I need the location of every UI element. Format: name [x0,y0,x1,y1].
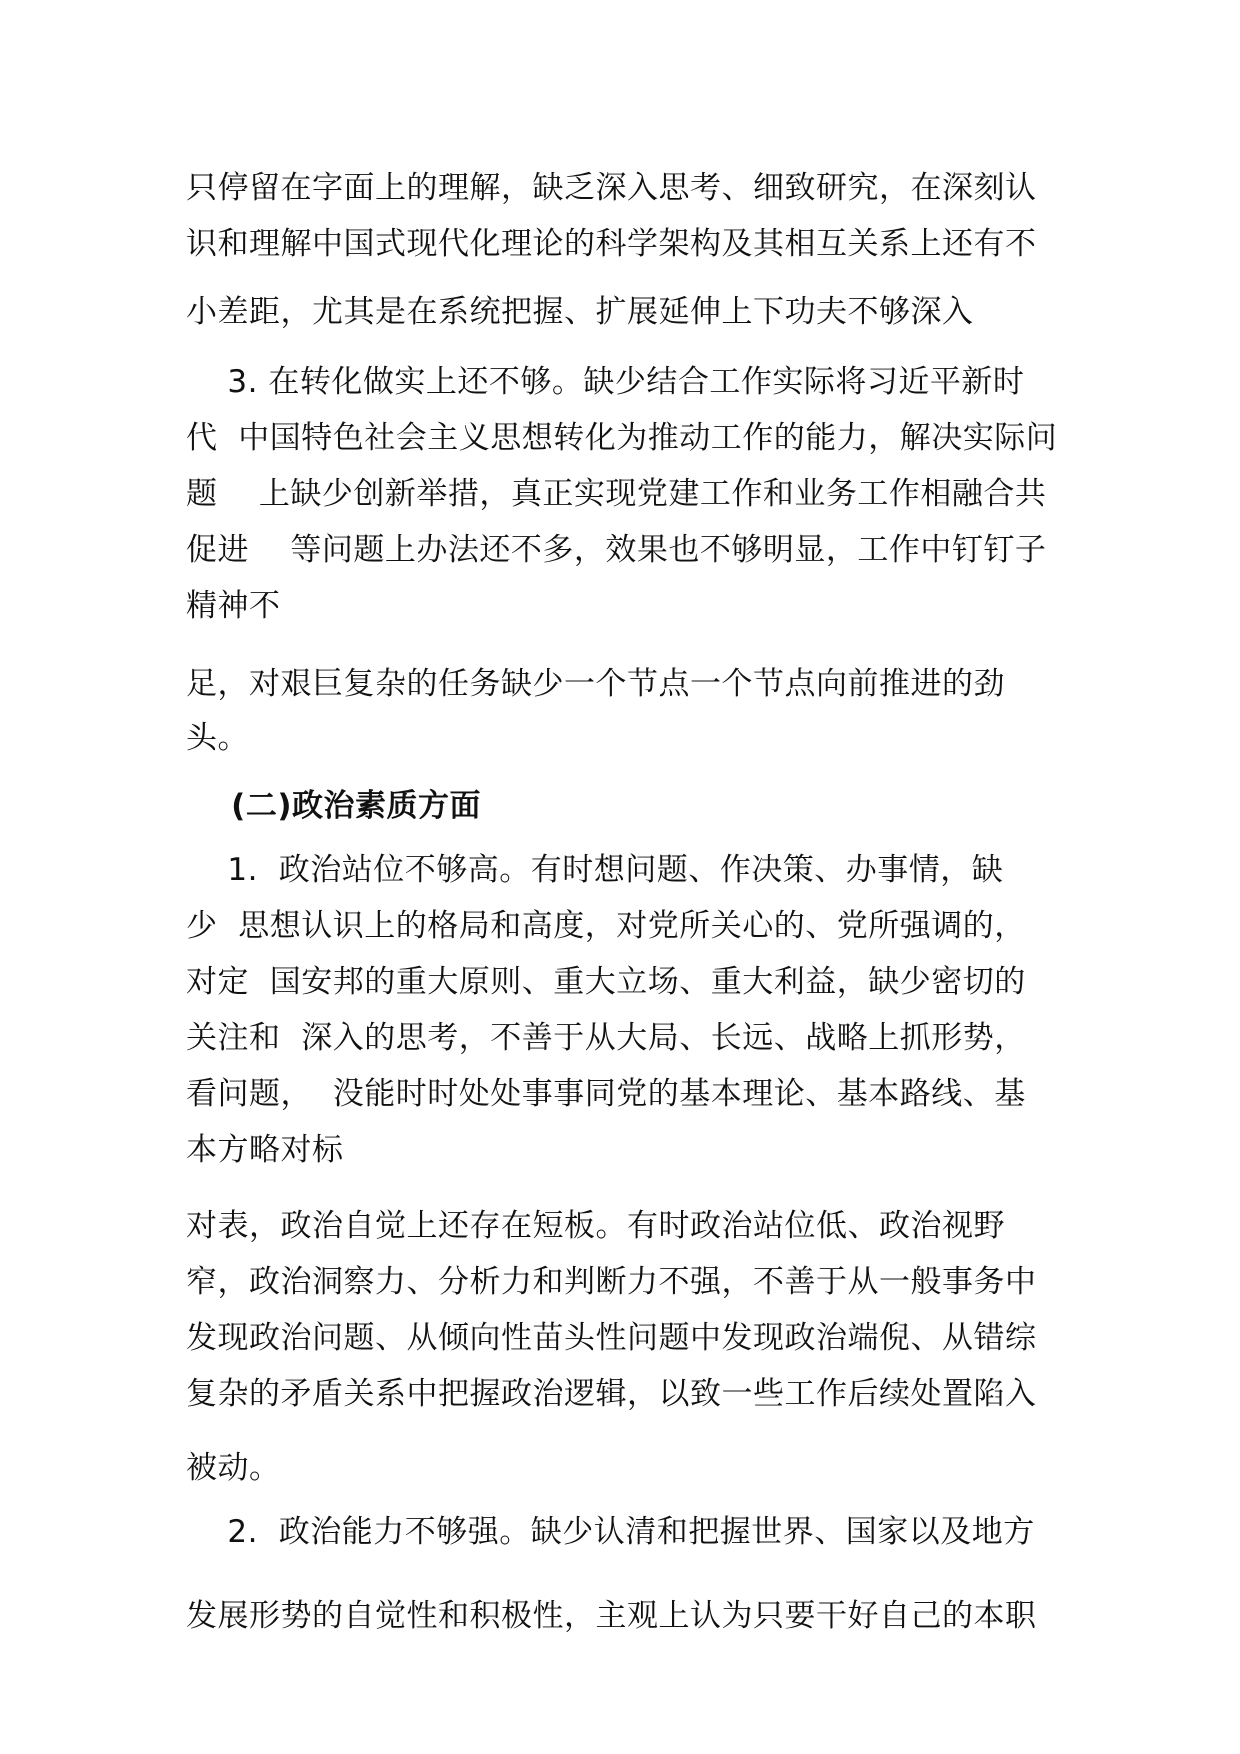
text-line: 复杂的矛盾关系中把握政治逻辑，以致一些工作后续处置陷入 [186,1376,1037,1412]
text-line: 只停留在字面上的理解，缺乏深入思考、细致研究，在深刻认 [186,170,1037,206]
text-line: 对定 国安邦的重大原则、重大立场、重大利益，缺少密切的 [186,964,1026,1000]
text-line: 促进 等问题上办法还不多，效果也不够明显，工作中钉钉子 [186,532,1047,568]
text-line: 精神不 [186,588,281,624]
section-heading: (二)政治素质方面 [186,788,482,824]
text-line: 看问题， 没能时时处处事事同党的基本理论、基本路线、基 [186,1076,1026,1112]
text-line: 2. 政治能力不够强。缺少认清和把握世界、国家以及地方 [186,1514,1035,1550]
text-line: 窄，政治洞察力、分析力和判断力不强，不善于从一般事务中 [186,1264,1037,1300]
text-line: 发现政治问题、从倾向性苗头性问题中发现政治端倪、从错综 [186,1320,1037,1356]
text-line: 3. 在转化做实上还不够。缺少结合工作实际将习近平新时 [186,364,1025,400]
text-line: 足，对艰巨复杂的任务缺少一个节点一个节点向前推进的劲 [186,666,1005,702]
text-line: 对表，政治自觉上还存在短板。有时政治站位低、政治视野 [186,1208,1005,1244]
text-line: 发展形势的自觉性和积极性，主观上认为只要干好自己的本职 [186,1598,1037,1634]
text-line: 题 上缺少创新举措，真正实现党建工作和业务工作相融合共 [186,476,1047,512]
text-line: 小差距，尤其是在系统把握、扩展延伸上下功夫不够深入 [186,294,974,330]
text-line: 代 中国特色社会主义思想转化为推动工作的能力，解决实际问 [186,420,1058,456]
text-line: 头。 [186,720,249,756]
text-line: 关注和 深入的思考，不善于从大局、长远、战略上抓形势， [186,1020,1026,1056]
text-line: 少 思想认识上的格局和高度，对党所关心的、党所强调的， [186,908,1026,944]
text-line: 被动。 [186,1450,281,1486]
text-line: 本方略对标 [186,1132,344,1168]
text-line: 识和理解中国式现代化理论的科学架构及其相互关系上还有不 [186,226,1037,262]
text-line: 1. 政治站位不够高。有时想问题、作决策、办事情，缺 [186,852,1004,888]
